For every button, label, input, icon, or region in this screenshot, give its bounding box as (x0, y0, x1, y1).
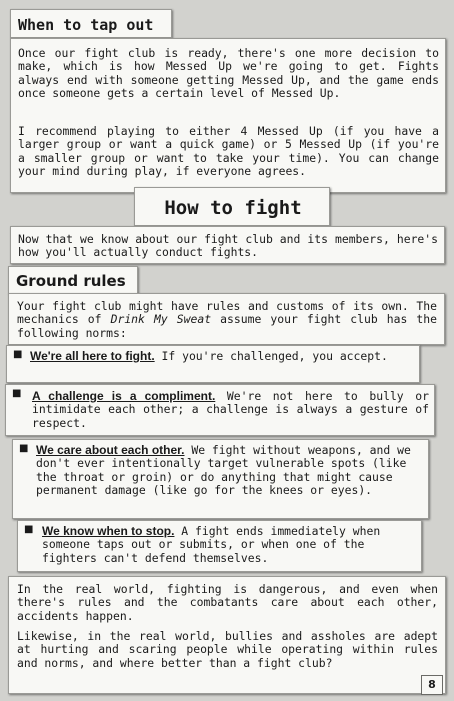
closing-paragraph-1: In the real world, fighting is dangerous, and even when there's rules and the combatants care about each other, accidents happen. (17, 582, 438, 623)
how-to-fight-heading-strip (134, 187, 330, 226)
rule-body: If you're challenged, you accept. (154, 349, 388, 363)
closing-strip (8, 576, 446, 694)
rule-lead: We're all here to fight. (30, 349, 155, 363)
ground-rules-heading: Ground rules (16, 272, 126, 290)
tap-out-body-strip (10, 38, 446, 193)
tap-out-heading-strip (10, 9, 172, 38)
ground-rules-intro (17, 300, 437, 340)
rule-body: A fight ends immediately when someone taps out or submits, or when one of the fighters can't defend themselves. (42, 524, 381, 565)
rule-strip (6, 345, 420, 383)
ground-rules-intro-before: Your fight club might have rules and customs of its own. The mechanics of (17, 299, 437, 327)
rule-lead: We care about each other. (36, 443, 185, 457)
page-number: 8 (421, 675, 443, 695)
ground-rules-intro-strip (8, 293, 445, 345)
rule-body: We're not here to bully or intimidate each other; a challenge is always a gesture of respect. (32, 389, 429, 430)
rule-text (30, 350, 414, 363)
rule-strip (12, 439, 429, 519)
bullet-icon: ■ (19, 443, 29, 454)
bullet-icon: ■ (24, 524, 34, 535)
rule-lead: We know when to stop. (42, 524, 175, 538)
tap-out-paragraph-2: I recommend playing to either 4 Messed Up (if you have a larger group or want a quick game) or 5 Messed Up (if you're a smaller group or want to take your time). You can change your mind during play, if everyone agrees. (18, 124, 439, 179)
ground-rules-intro-after: assume your fight club has the following norms: (17, 312, 438, 340)
bullet-icon: ■ (13, 349, 23, 360)
tap-out-paragraph-1: Once our fight club is ready, there's one more decision to make, which is how Messed Up we're going to get. Fights always end with someone getting Messed Up, and the game ends once someone gets a certain level of Messed Up. (18, 46, 439, 101)
how-to-fight-heading: How to fight (164, 197, 302, 219)
rule-text (36, 444, 426, 498)
rule-strip (5, 384, 435, 436)
how-to-fight-intro-strip (10, 226, 445, 264)
closing-paragraph-2: Likewise, in the real world, bullies and assholes are adept at hurting and scaring people while operating within rules and norms, and where better than a fight club? (17, 629, 438, 670)
ground-rules-heading-strip (8, 266, 138, 294)
how-to-fight-intro: Now that we know about our fight club and its members, here's how you'll actually conduct fights. (18, 232, 438, 260)
game-title: Drink My Sweat (110, 312, 212, 327)
rule-text (32, 390, 429, 430)
rule-strip (17, 520, 422, 572)
rule-body: We fight without weapons, and we don't ever intentionally target vulnerable spots (like the throat or groin) or do anything that might cause permanent damage (like go for the knees or eyes). (36, 443, 411, 498)
tap-out-heading: When to tap out (18, 16, 154, 34)
rule-lead: A challenge is a compliment. (32, 389, 216, 403)
rule-text (42, 525, 418, 565)
bullet-icon: ■ (12, 388, 22, 399)
